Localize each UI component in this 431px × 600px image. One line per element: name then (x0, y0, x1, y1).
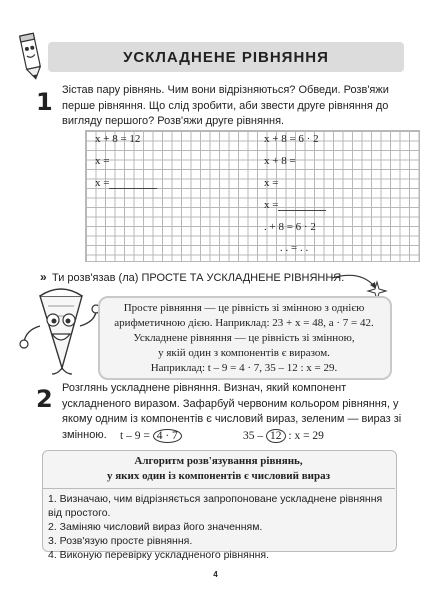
note-text: Ти розв'язав (ла) ПРОСТЕ ТА УСКЛАДНЕНЕ РІВНЯННЯ. (52, 272, 345, 284)
page-title-bar (48, 42, 404, 72)
ice-cream-mascot-icon (18, 286, 104, 376)
right-equation-2: x + 8 = (264, 155, 296, 167)
right-equation-4 (264, 199, 326, 211)
left-equation-1: x + 8 = 12 (95, 133, 141, 145)
example-2-suffix: : x = 29 (288, 430, 324, 442)
task-number-1: 1 (36, 88, 53, 116)
answer-line (109, 178, 157, 189)
left-equation-2: x = (95, 155, 110, 167)
definition-line-3: Ускладнене рівняння — це рівність зі змінною, (133, 332, 355, 344)
task-1-text: Зістав пару рівнянь. Чим вони відрізняються? Обведи. Розв'яжи перше рівняння. Що слід зробити, аби звести друге рівняння до вигляду першого? Розв'яжи друге рівняння. (62, 84, 389, 127)
algorithm-step-4: 4. Виконую перевірку ускладненого рівняння. (48, 549, 270, 561)
right-equation-3: x = (264, 177, 279, 189)
example-2-circled-expression: 12 (266, 429, 286, 443)
right-equation-1: x + 8 = 6 · 2 (264, 133, 319, 145)
definition-line-5: Наприклад: t – 9 = 4 · 7, 35 – 12 : x = 29. (150, 362, 338, 374)
page-number: 4 (213, 570, 218, 579)
answer-line (278, 200, 326, 211)
double-arrow-icon: » (40, 270, 47, 284)
task-number-2: 2 (36, 385, 53, 413)
example-equation-1 (120, 429, 182, 443)
left-equation-3-text: x = (95, 177, 110, 189)
example-2-prefix: 35 – (243, 430, 264, 442)
algorithm-step-3: 3. Розв'язую просте рівняння. (48, 535, 193, 547)
definition-line-4: у якій один з компонентів є виразом. (158, 347, 330, 359)
task-2-text: Розглянь ускладнене рівняння. Визнач, який компонент ускладненого виразом. Зафарбуй червоним кольором рівняння, у якому одним із компонентів є числовий вираз, зеленим — вираз зі змінною. (62, 382, 402, 441)
algorithm-step-1: 1. Визначаю, чим відрізняється запропоноване ускладнене рівняння від простого. (48, 493, 383, 519)
pencil-mascot-icon (14, 30, 50, 82)
algorithm-title-line-2: у яких один із компонентів є числовий вираз (106, 470, 331, 482)
right-equation-6: . . = . . (280, 242, 309, 254)
algorithm-title-line-1: Алгоритм розв'язування рівнянь, (134, 455, 303, 467)
example-1-prefix: t – 9 = (120, 430, 150, 442)
definition-line-2: арифметичною дією. Наприклад: 23 + x = 48, a · 7 = 42. (114, 317, 374, 329)
algorithm-step-2: 2. Заміняю числовий вираз його значенням. (48, 521, 263, 533)
page-title: УСКЛАДНЕНЕ РІВНЯННЯ (123, 48, 329, 66)
example-1-circled-expression: 4 · 7 (153, 429, 182, 443)
right-equation-5: . + 8 = 6 · 2 (264, 221, 316, 233)
example-equation-2 (243, 429, 324, 443)
definition-line-1: Просте рівняння — це рівність зі змінною з однією (123, 302, 365, 314)
left-equation-3 (95, 177, 157, 189)
task-1-grid (85, 130, 420, 262)
right-equation-4-text: x = (264, 199, 279, 211)
